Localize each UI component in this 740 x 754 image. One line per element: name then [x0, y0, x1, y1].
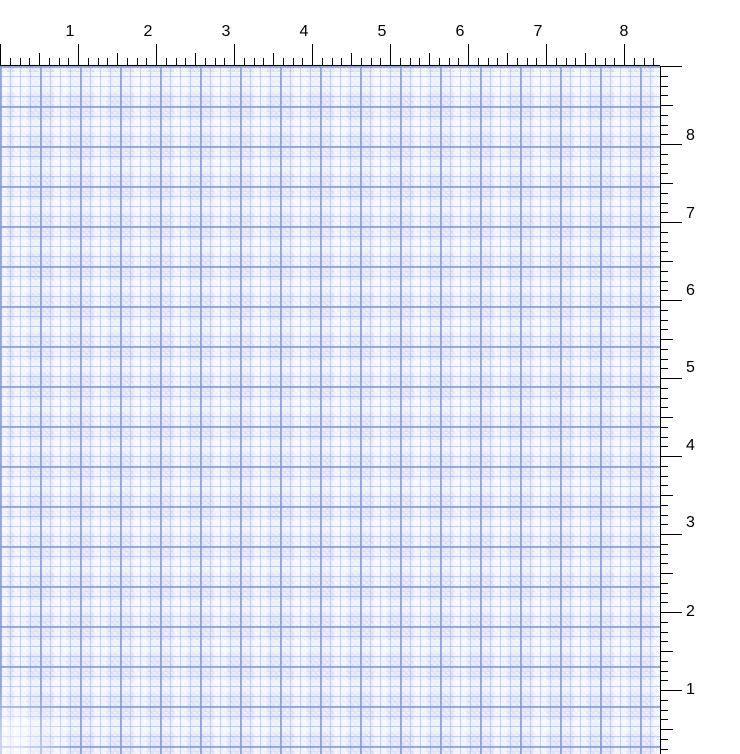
ruler-right-tick	[660, 281, 668, 282]
ruler-top-tick	[185, 58, 186, 66]
ruler-right-tick	[660, 378, 682, 379]
ruler-right-tick	[660, 134, 668, 135]
ruler-right-tick	[660, 66, 682, 67]
ruler-right-tick	[660, 563, 668, 564]
ruler-top-tick	[195, 53, 196, 66]
ruler-right-tick	[660, 544, 668, 545]
ruler-right-tick	[660, 661, 668, 662]
ruler-right-tick	[660, 349, 668, 350]
ruler-top-tick	[605, 58, 606, 66]
ruler-top-tick	[156, 44, 157, 66]
ruler-top-tick	[224, 58, 225, 66]
ruler-right-tick	[660, 593, 668, 594]
ruler-right-tick	[660, 476, 668, 477]
ruler-right-tick	[660, 242, 668, 243]
ruler-top-tick	[244, 58, 245, 66]
ruler-right-tick	[660, 651, 673, 652]
ruler-top-tick	[146, 58, 147, 66]
ruler-right-tick	[660, 622, 668, 623]
ruler-right-tick	[660, 232, 668, 233]
ruler-right-tick	[660, 271, 668, 272]
ruler-top-tick	[361, 58, 362, 66]
ruler-top-tick	[29, 58, 30, 66]
ruler-right-tick	[660, 86, 668, 87]
fabric-swatch[interactable]	[0, 66, 660, 754]
ruler-top-tick	[390, 44, 391, 66]
ruler-right-tick	[660, 359, 668, 360]
ruler-right-tick	[660, 125, 668, 126]
ruler-right-tick	[660, 602, 668, 603]
ruler-right-tick	[660, 710, 668, 711]
ruler-right-tick	[660, 729, 673, 730]
ruler-top-tick	[614, 58, 615, 66]
ruler-top-tick	[458, 58, 459, 66]
ruler-top-tick	[439, 58, 440, 66]
ruler-top-tick	[205, 58, 206, 66]
ruler-top[interactable]	[0, 0, 660, 66]
ruler-right-tick	[660, 368, 668, 369]
ruler-right-tick	[660, 154, 668, 155]
ruler-top-tick	[49, 58, 50, 66]
ruler-top-tick	[234, 44, 235, 66]
ruler-top-tick	[137, 58, 138, 66]
ruler-right-label: 2	[686, 603, 695, 620]
ruler-top-tick	[263, 58, 264, 66]
ruler-right-tick	[660, 583, 668, 584]
ruler-top-tick	[176, 58, 177, 66]
ruler-right-tick	[660, 632, 668, 633]
ruler-right-tick	[660, 212, 668, 213]
ruler-top-tick	[215, 58, 216, 66]
ruler-right-tick	[660, 524, 668, 525]
ruler-top-tick	[546, 44, 547, 66]
ruler-right-tick	[660, 320, 668, 321]
ruler-right-tick	[660, 398, 668, 399]
ruler-right-tick	[660, 144, 682, 145]
ruler-top-tick	[39, 53, 40, 66]
ruler-top-tick	[371, 58, 372, 66]
ruler-right-label: 4	[686, 437, 695, 454]
ruler-right-tick	[660, 164, 668, 165]
ruler-top-tick	[341, 58, 342, 66]
ruler-right-tick	[660, 183, 673, 184]
ruler-top-tick	[585, 53, 586, 66]
ruler-top-tick	[283, 58, 284, 66]
ruler-right-tick	[660, 534, 682, 535]
ruler-top-tick	[488, 58, 489, 66]
ruler-right-tick	[660, 193, 668, 194]
ruler-right-tick	[660, 222, 682, 223]
ruler-top-tick	[653, 58, 654, 66]
ruler-right-tick	[660, 437, 668, 438]
ruler-top-tick	[575, 58, 576, 66]
ruler-top-tick	[117, 53, 118, 66]
ruler-top-tick	[507, 53, 508, 66]
ruler-right-tick	[660, 105, 673, 106]
ruler-top-label: 1	[65, 23, 75, 40]
ruler-right-tick	[660, 719, 668, 720]
ruler-top-tick	[98, 58, 99, 66]
ruler-right-tick	[660, 388, 668, 389]
ruler-top-tick	[68, 58, 69, 66]
ruler-top-tick	[293, 58, 294, 66]
ruler-top-tick	[10, 58, 11, 66]
ruler-top-tick	[88, 58, 89, 66]
ruler-right-label: 3	[686, 514, 695, 531]
ruler-right-tick	[660, 739, 668, 740]
ruler-top-tick	[419, 58, 420, 66]
ruler-right-tick	[660, 203, 668, 204]
ruler-top-tick	[0, 44, 1, 66]
ruler-right-tick	[660, 456, 682, 457]
ruler-right-tick	[660, 446, 668, 447]
ruler-top-tick	[410, 58, 411, 66]
ruler-top-tick	[634, 58, 635, 66]
ruler-top-tick	[556, 58, 557, 66]
ruler-right[interactable]	[660, 66, 740, 754]
ruler-right-tick	[660, 680, 668, 681]
ruler-top-label: 2	[143, 23, 153, 40]
ruler-right-tick	[660, 251, 668, 252]
ruler-right-tick	[660, 95, 668, 96]
ruler-top-tick	[517, 58, 518, 66]
ruler-top-tick	[302, 58, 303, 66]
ruler-right-tick	[660, 417, 673, 418]
ruler-right-tick	[660, 407, 668, 408]
ruler-right-tick	[660, 573, 673, 574]
ruler-right-tick	[660, 641, 668, 642]
ruler-right-tick	[660, 115, 668, 116]
ruler-right-tick	[660, 329, 668, 330]
ruler-right-tick	[660, 554, 668, 555]
ruler-top-tick	[536, 58, 537, 66]
ruler-right-tick	[660, 290, 668, 291]
ruler-top-tick	[332, 58, 333, 66]
ruler-right-tick	[660, 612, 682, 613]
ruler-top-tick	[312, 44, 313, 66]
ruler-top-tick	[127, 58, 128, 66]
ruler-top-tick	[78, 44, 79, 66]
ruler-top-tick	[59, 58, 60, 66]
ruler-top-tick	[429, 53, 430, 66]
ruler-right-tick	[660, 427, 668, 428]
ruler-right-tick	[660, 515, 668, 516]
ruler-top-tick	[380, 58, 381, 66]
ruler-top-label: 8	[619, 23, 629, 40]
ruler-right-tick	[660, 173, 668, 174]
ruler-top-tick	[497, 58, 498, 66]
ruler-top-tick	[351, 53, 352, 66]
ruler-top-label: 6	[455, 23, 465, 40]
ruler-top-tick	[273, 53, 274, 66]
ruler-top-tick	[527, 58, 528, 66]
ruler-right-tick	[660, 310, 668, 311]
ruler-right-tick	[660, 690, 682, 691]
ruler-top-tick	[595, 58, 596, 66]
ruler-right-tick	[660, 261, 673, 262]
ruler-top-label: 5	[377, 23, 387, 40]
ruler-right-label: 6	[686, 282, 695, 299]
swatch-corner-highlight	[0, 66, 660, 754]
ruler-top-tick	[400, 58, 401, 66]
ruler-top-tick	[20, 58, 21, 66]
ruler-top-tick	[254, 58, 255, 66]
ruler-right-tick	[660, 671, 668, 672]
ruler-right-tick	[660, 466, 668, 467]
ruler-top-tick	[478, 58, 479, 66]
ruler-right-label: 7	[686, 205, 695, 222]
ruler-right-tick	[660, 495, 673, 496]
ruler-top-tick	[107, 58, 108, 66]
ruler-top-label: 3	[221, 23, 231, 40]
ruler-right-tick	[660, 749, 668, 750]
ruler-right-label: 8	[686, 127, 695, 144]
ruler-top-tick	[566, 58, 567, 66]
ruler-top-tick	[449, 58, 450, 66]
ruler-top-tick	[166, 58, 167, 66]
ruler-top-tick	[624, 44, 625, 66]
ruler-right-tick	[660, 339, 673, 340]
ruler-top-label: 7	[533, 23, 543, 40]
ruler-top-tick	[644, 58, 645, 66]
ruler-right-tick	[660, 76, 668, 77]
ruler-top-tick	[322, 58, 323, 66]
ruler-top-label: 4	[299, 23, 309, 40]
ruler-right-label: 5	[686, 359, 695, 376]
ruler-right-label: 1	[686, 681, 695, 698]
ruler-right-tick	[660, 505, 668, 506]
ruler-top-tick	[468, 44, 469, 66]
ruler-right-tick	[660, 300, 682, 301]
ruler-right-tick	[660, 700, 668, 701]
ruler-right-tick	[660, 485, 668, 486]
